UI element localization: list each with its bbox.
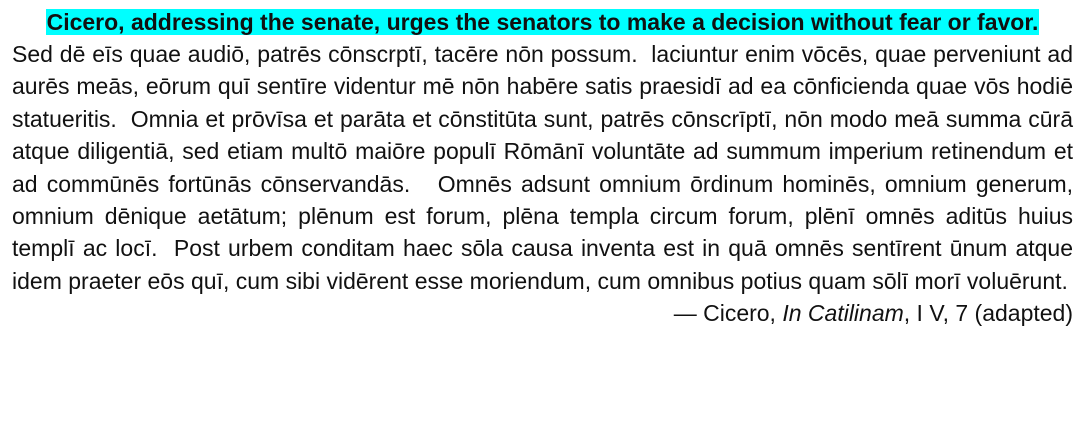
heading-highlight: Cicero, addressing the senate, urges the senators to make a decision without fear or favor.	[46, 9, 1039, 35]
latin-passage: Sed dē eīs quae audiō, patrēs cōnscrptī, tacēre nōn possum. laciuntur enim vōcēs, quae perveniunt ad aurēs meās, eōrum quī sentīre videntur mē nōn habēre satis praesidī ad ea cōnficienda quae vōs hodiē statueritis. Omnia et prōvīsa et parāta et cōnstitūta sunt, patrēs cōnscrīptī, nōn modo meā summa cūrā atque diligentiā, sed etiam multō maiōre populī Rōmānī voluntāte ad summum imperium retinendum et ad commūnēs fortūnās cōnservandās. Omnēs adsunt omnium ōrdinum hominēs, omnium generum, omnium dēnique aetātum; plēnum est forum, plēna templa circum forum, plēnī omnēs aditūs huius templī ac locī. Post urbem conditam haec sōla causa inventa est in quā omnēs sentīrent ūnum atque idem praeter eōs quī, cum sibi vidērent esse moriendum, cum omnibus potius quam sōlī morī voluērunt.	[12, 41, 1080, 294]
attribution	[12, 297, 1073, 329]
attribution-suffix: , I V, 7 (adapted)	[903, 300, 1073, 327]
attribution-work-title: In Catilinam	[782, 300, 904, 327]
passage-heading	[12, 6, 1073, 38]
attribution-prefix: — Cicero,	[673, 300, 783, 327]
document-page	[12, 6, 1080, 329]
